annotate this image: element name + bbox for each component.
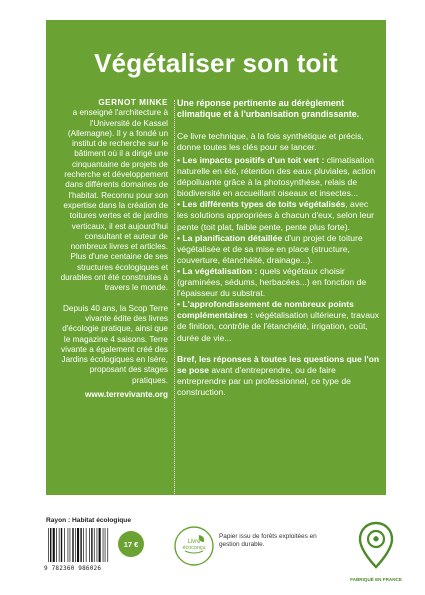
feature-list: [177, 155, 380, 344]
list-item-heading: • L'approfondissement de nombreux points complémentaires :: [177, 299, 354, 321]
summary-heading: Bref, les réponses à toutes les questions que l'on se pose: [177, 353, 380, 375]
list-item: [177, 155, 380, 199]
list-item-heading: • Les différents types de toits végétalisés: [177, 199, 346, 210]
summary-text: [177, 354, 380, 398]
barcode-icon: [46, 528, 112, 564]
author-bio: [58, 98, 168, 294]
column-divider: [174, 100, 175, 500]
list-item: [177, 199, 380, 232]
list-item-heading: • Les impacts positifs d'un toit vert :: [177, 155, 325, 165]
list-item: [177, 299, 380, 343]
eco-logo-word1: Livre: [187, 539, 201, 545]
eco-logo-word2: écoconçu: [182, 545, 206, 551]
author-name: GERNOT MINKE: [98, 98, 168, 107]
isbn-number: 9 782360 986026: [44, 565, 102, 572]
list-item-text: d'un projet de toiture végétalisée et de sa mise en place (structure, couverture, étanchéité, drainage...).: [177, 232, 363, 265]
list-item-text: climatisation naturelle en été, rétention des eaux pluviales, action dépolluante grâce à la photosynthèse, relais de biodiversité en accueillant oiseaux et insectes...: [177, 155, 376, 199]
book-title: Végétaliser son toit: [94, 48, 338, 78]
description-column: [177, 98, 380, 398]
footer: [0, 495, 425, 595]
back-cover-panel: [46, 20, 386, 495]
made-in-france-label: FABRIQUÉ EN FRANCE: [350, 577, 402, 582]
lead-text: Une réponse pertinente au dérèglement climatique et à l'urbanisation grandissante.: [177, 98, 360, 120]
list-item-text: , avec les solutions appropriées à chacun d'eux, selon leur pente (toit plat, faible pente, pente plus forte).: [177, 199, 375, 232]
list-item-text: végétalisation ultérieure, travaux de finition, contrôle de l'étanchéité, irrigation, coût, durée de vie...: [177, 310, 380, 343]
list-item-heading: • La planification détaillée: [177, 232, 283, 243]
publisher-bio: Depuis 40 ans, la Scop Terre vivante édite des livres d'écologie pratique, ainsi que le magazine 4 saisons. Terre vivante a également créé des Jardins écologiques en Isère, proposant des stages pratiques.: [61, 303, 168, 385]
paper-note: Papier issu de forêts exploitées en gestion durable.: [219, 533, 317, 549]
eco-book-logo-icon: [173, 525, 215, 567]
publisher-website[interactable]: www.terrevivante.org: [85, 390, 168, 400]
shelf-category: Rayon : Habitat écologique: [46, 517, 131, 524]
author-bio-text: a enseigné l'architecture à l'Université de Kassel (Allemagne). Il y a fondé un institut de recherche sur le bâtiment où il a dirigé une cinquantaine de projets de recherche et développement dans différents domaines de l'habitat. Reconnu pour son expertise dans la création de toitures vertes et de jardins verticaux, il est aujourd'hui consultant et auteur de nombreux livres et articles. Plus d'une centaine de ses structures écologiques et durables ont été construites à travers le monde.: [60, 108, 168, 293]
price-badge: 17 €: [118, 531, 144, 557]
list-item-heading: • La végétalisation :: [177, 265, 258, 276]
made-in-france-pin-icon: [358, 521, 394, 573]
author-column: [58, 98, 168, 400]
list-item: [177, 233, 380, 266]
intro-text: Ce livre technique, à la fois synthétique et précis, donne toutes les clés pour se lancer.: [177, 130, 364, 152]
list-item-text: quels végétaux choisir (graminées, sédums, herbacées...) en fonction de l'épaisseur du substrat.: [177, 265, 367, 299]
list-item: [177, 266, 380, 299]
summary-body: avant d'entreprendre, ou de faire entreprendre par un professionnel, ce type de construction.: [177, 364, 351, 397]
